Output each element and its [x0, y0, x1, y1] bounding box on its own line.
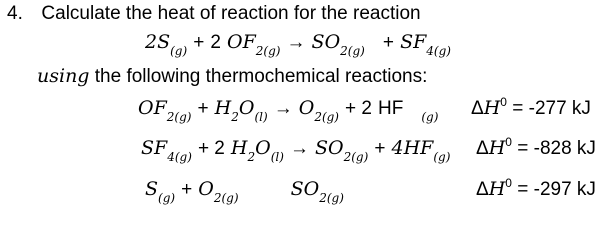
reaction-3-equation: $S_{(g)} + O_{2(g)}$ $SO_{2(g)}$ — [145, 178, 344, 205]
instruction-text: the following thermochemical reactions: — [94, 66, 428, 87]
standard-superscript: 0 — [505, 135, 512, 149]
standard-superscript: 0 — [500, 95, 507, 109]
subscript: 4(g) — [426, 44, 451, 58]
plus-sign: + — [193, 32, 205, 53]
reaction-3-enthalpy — [476, 178, 596, 201]
delta-symbol: Δ — [476, 138, 489, 159]
enthalpy-symbol: H — [483, 97, 501, 119]
delta-symbol: Δ — [476, 179, 489, 200]
reaction-1-equation: $OF_{2(g)} + H_2O_{(l)} \to O_{2(g)} + 2$ HF $_{(g)}$ — [138, 97, 439, 124]
formula: SF — [400, 31, 427, 53]
instruction — [37, 65, 427, 88]
question-number: 4. — [7, 3, 23, 24]
arrow: → — [286, 32, 306, 53]
reaction-1-dh-value: = -277 kJ — [512, 98, 591, 119]
reaction-2-dh-value: = -828 kJ — [517, 138, 596, 159]
coef: 2 — [145, 31, 158, 53]
plus-sign: + — [382, 32, 395, 53]
formula: S — [157, 31, 171, 53]
instruction-italic: using — [37, 65, 90, 87]
enthalpy-symbol: H — [488, 178, 506, 200]
coef: 2 — [210, 32, 221, 53]
reaction-3-dh-value: = -297 kJ — [517, 179, 596, 200]
question-header — [7, 3, 421, 25]
subscript: 2(g) — [255, 44, 281, 58]
standard-superscript: 0 — [505, 176, 512, 190]
reaction-1-enthalpy — [471, 97, 591, 120]
subscript: 2(g) — [340, 44, 365, 58]
reaction-2-equation: $SF_{4(g)} + 2$ $H_2O_{(l)} \to SO_{2(g)} + 4HF_{(g)}$ — [141, 137, 451, 164]
enthalpy-symbol: H — [488, 137, 506, 159]
state: (g) — [170, 44, 188, 58]
reaction-2-enthalpy — [476, 137, 596, 160]
target-reaction — [145, 31, 451, 58]
formula: OF — [227, 31, 256, 53]
question-text: Calculate the heat of reaction for the reaction — [41, 3, 421, 24]
delta-symbol: Δ — [471, 98, 484, 119]
formula: SO — [311, 31, 341, 53]
